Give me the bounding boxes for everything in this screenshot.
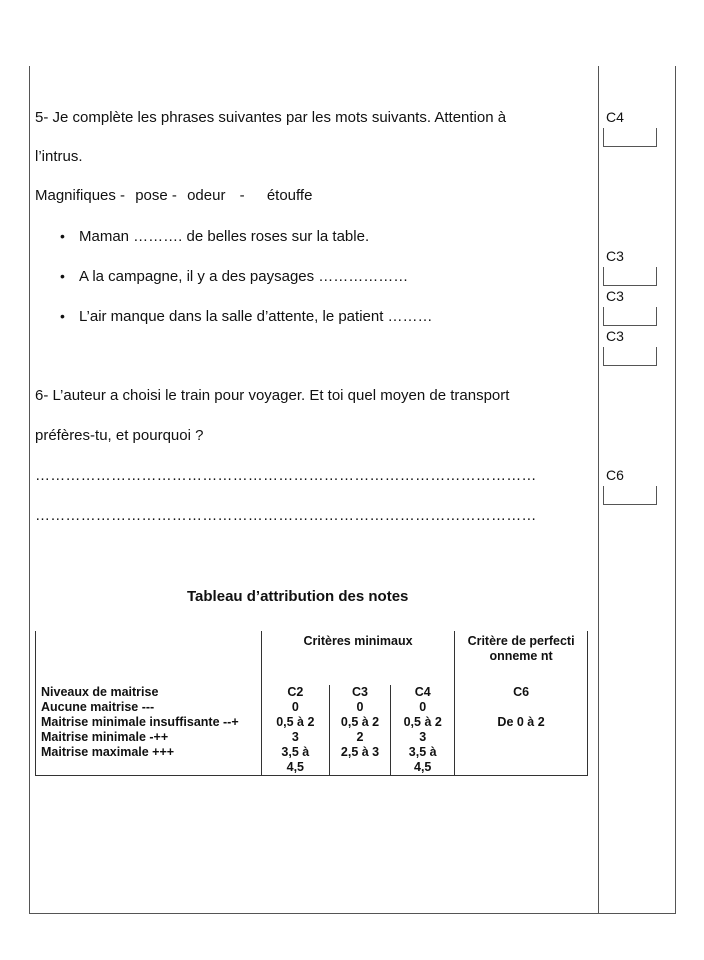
criterion-c3-score-box-2[interactable]: [603, 307, 657, 326]
cell-maximale-c4: [391, 745, 455, 776]
header-perfectionnement-text: Critère de perfectionneme nt: [467, 634, 575, 663]
q5-word-list: [35, 187, 312, 204]
row-label-insuffisante-text: Maitrise minimale insuffisante --+: [41, 715, 239, 729]
q6-answer-line-2[interactable]: ………………………………………………………………………………………: [35, 507, 537, 524]
word-magnifiques: Magnifiques -: [35, 187, 126, 204]
table-row-insuffisante: [36, 715, 588, 730]
col-header-c3: C3: [329, 685, 391, 700]
word-etouffe: étouffe: [266, 187, 313, 204]
cell-insuffisante-c2: 0,5 à 2: [261, 715, 329, 730]
criterion-c3-label-1: C3: [606, 248, 624, 264]
bullet-1-icon: •: [60, 228, 65, 244]
criterion-c3-label-3: C3: [606, 328, 624, 344]
word-pose: pose -: [135, 187, 177, 204]
q5-sentence-1: Maman ………. de belles roses sur la table.: [79, 228, 370, 245]
criterion-c3-score-box-1[interactable]: [603, 267, 657, 286]
bullet-3-icon: •: [60, 308, 65, 324]
cell-insuffisante-c4: 0,5 à 2: [391, 715, 455, 730]
table-row-minimale: [36, 730, 588, 745]
row-label-minimale: Maitrise minimale -++: [36, 730, 262, 745]
cell-maximale-c4-text: 3,5 à 4,5: [408, 745, 437, 774]
page-border-bottom: [29, 913, 676, 914]
row-label-niveaux: Niveaux de maitrise: [36, 685, 262, 700]
q6-question-line2: préfères-tu, et pourquoi ?: [35, 427, 204, 444]
criterion-c3-label-2: C3: [606, 288, 624, 304]
criterion-c4-label: C4: [606, 109, 624, 125]
header-criteres-minimaux: Critères minimaux: [261, 631, 454, 685]
cell-maximale-c2: [261, 745, 329, 776]
cell-maximale-c3: 2,5 à 3: [329, 745, 391, 776]
page-border-left: [29, 66, 30, 914]
word-odeur: odeur: [187, 187, 226, 204]
grading-table: [35, 631, 588, 776]
cell-aucune-c4: 0: [391, 700, 455, 715]
row-label-insuffisante: [36, 715, 262, 730]
margin-column-divider: [598, 66, 599, 914]
cell-minimale-c3: 2: [329, 730, 391, 745]
header-critere-perfectionnement: [455, 631, 588, 685]
col-header-c4: C4: [391, 685, 455, 700]
q6-question-line1: 6- L’auteur a choisi le train pour voyager. Et toi quel moyen de transport: [35, 387, 510, 404]
cell-aucune-c6: [455, 700, 588, 715]
q5-instruction-line1: 5- Je complète les phrases suivantes par les mots suivants. Attention à: [35, 109, 507, 126]
cell-minimale-c2: 3: [261, 730, 329, 745]
criterion-c6-label: C6: [606, 467, 624, 483]
row-label-aucune: Aucune maitrise ---: [36, 700, 262, 715]
cell-insuffisante-c3: 0,5 à 2: [329, 715, 391, 730]
word-separator: -: [239, 187, 245, 204]
cell-maximale-c2-text: 3,5 à 4,5: [281, 745, 310, 774]
q6-answer-line-1[interactable]: ………………………………………………………………………………………: [35, 467, 537, 484]
cell-maximale-c6: [455, 745, 588, 776]
table-header-row: [36, 631, 588, 685]
q5-instruction-line2: l’intrus.: [35, 148, 83, 165]
cell-insuffisante-c6: De 0 à 2: [455, 715, 588, 730]
criterion-c3-score-box-3[interactable]: [603, 347, 657, 366]
cell-minimale-c4: 3: [391, 730, 455, 745]
table-title: Tableau d’attribution des notes: [187, 588, 409, 605]
row-label-maximale: Maitrise maximale +++: [36, 745, 262, 776]
criterion-c6-score-box[interactable]: [603, 486, 657, 505]
table-row-aucune: [36, 700, 588, 715]
q5-sentence-2: A la campagne, il y a des paysages ………………: [79, 268, 409, 285]
table-header-empty: [36, 631, 262, 685]
bullet-2-icon: •: [60, 268, 65, 284]
table-row-niveaux: [36, 685, 588, 700]
q5-sentence-3: L’air manque dans la salle d’attente, le patient ………: [79, 308, 433, 325]
col-header-c6: C6: [455, 685, 588, 700]
col-header-c2: C2: [261, 685, 329, 700]
cell-minimale-c6: [455, 730, 588, 745]
cell-aucune-c3: 0: [329, 700, 391, 715]
criterion-c4-score-box[interactable]: [603, 128, 657, 147]
table-row-maximale: [36, 745, 588, 776]
cell-aucune-c2: 0: [261, 700, 329, 715]
page-border-right: [675, 66, 676, 914]
